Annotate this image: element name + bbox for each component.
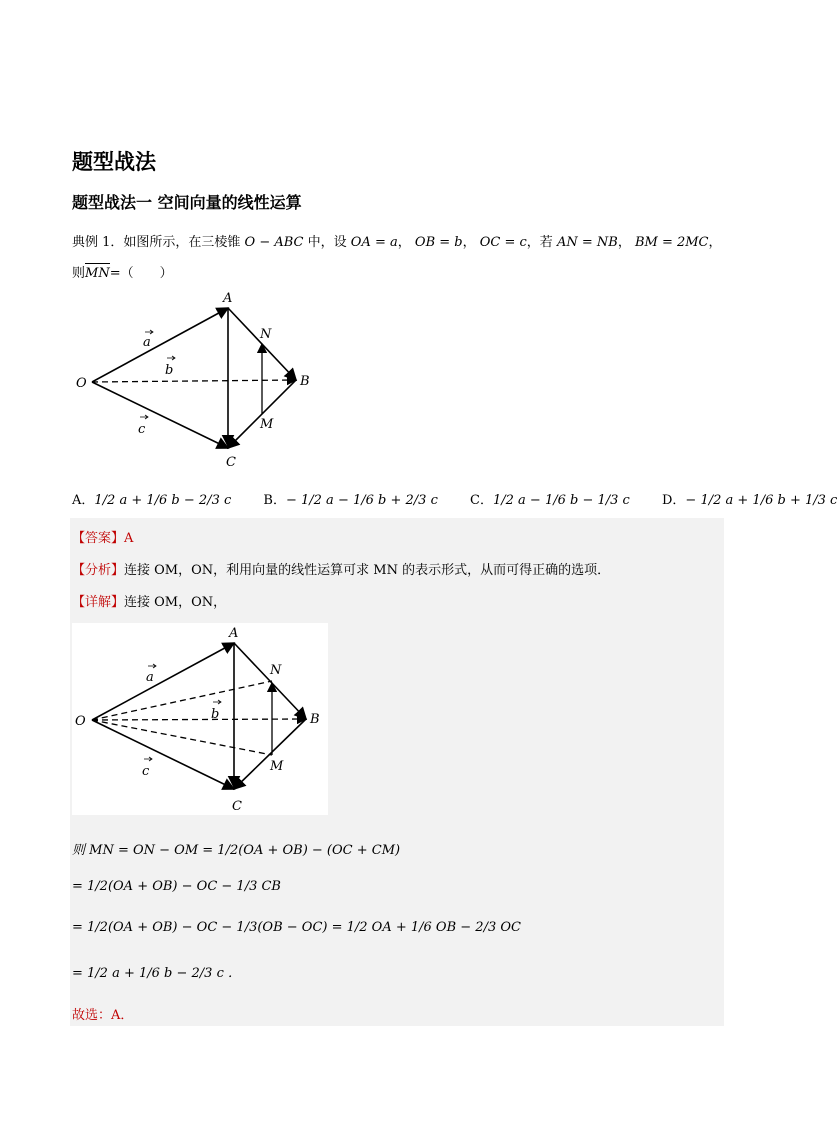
- label2-b: B: [310, 712, 320, 727]
- question-line-2: 则MN=（ ）: [72, 266, 173, 281]
- cond-bm: BM = 2MC: [634, 235, 709, 250]
- option-b[interactable]: B．− 1/2 a − 1/6 b + 2/3 c: [263, 493, 438, 508]
- label-n: N: [260, 327, 272, 342]
- options-row: [72, 489, 837, 508]
- edge2-on: [92, 681, 272, 720]
- label2-c: C: [232, 799, 242, 814]
- step-2: = 1/2(OA + OB) − OC − 1/3 CB: [72, 879, 281, 894]
- label-c: C: [226, 455, 236, 470]
- edge2-ab: [234, 643, 306, 719]
- label2-n: N: [270, 663, 282, 678]
- label2-vec-a: a: [146, 670, 154, 685]
- label2-vec-c: c: [142, 764, 150, 779]
- label-vec-a: a: [143, 335, 151, 350]
- label-vec-c: c: [138, 422, 146, 437]
- edge2-ob: [92, 719, 306, 720]
- answer-line: 【答案】A: [72, 531, 134, 546]
- cond-an: AN = NB: [556, 235, 618, 250]
- figure-1: [70, 288, 330, 473]
- label2-m: M: [270, 759, 284, 774]
- option-d[interactable]: D．− 1/2 a + 1/6 b + 1/3 c: [661, 493, 837, 508]
- section-title: 题型战法: [72, 150, 156, 174]
- analysis-line: 【分析】连接 OM，ON，利用向量的线性运算可求 MN 的表示形式，从而可得正确的选项．: [72, 563, 611, 578]
- cond-oa: OA = a: [350, 235, 398, 250]
- label-o: O: [76, 376, 87, 391]
- step-4: = 1/2 a + 1/6 b − 2/3 c ．: [72, 966, 241, 981]
- edge-oc: [92, 382, 228, 448]
- step-3: = 1/2(OA + OB) − OC − 1/3(OB − OC) = 1/2 OA + 1/6 OB − 2/3 OC: [72, 920, 521, 935]
- label2-vec-b: b: [211, 707, 220, 722]
- subsection-title: 题型战法一 空间向量的线性运算: [72, 193, 302, 212]
- label-vec-b: b: [165, 363, 174, 378]
- conclusion-line: 故选：A．: [72, 1008, 134, 1023]
- cond-ob: OB = b: [414, 235, 463, 250]
- figure-2: [72, 623, 328, 815]
- label-m: M: [260, 417, 274, 432]
- label-a-point: A: [223, 291, 233, 306]
- edge-ob: [92, 380, 296, 382]
- step-1: 则 MN = ON − OM = 1/2(OA + OB) − (OC + CM): [72, 843, 401, 858]
- cond-oc: OC = c: [479, 235, 527, 250]
- edge2-bc: [234, 719, 306, 789]
- edge2-om: [92, 720, 272, 755]
- label2-a-point: A: [229, 626, 239, 641]
- vec-mn: MN: [85, 266, 110, 281]
- label2-o: O: [75, 714, 86, 729]
- edge2-oc: [92, 720, 234, 789]
- edge-oa: [92, 308, 228, 382]
- detail-line: 【详解】连接 OM，ON，: [72, 595, 227, 610]
- option-c[interactable]: C．1/2 a − 1/6 b − 1/3 c: [470, 493, 630, 508]
- question-line-1: 典例 1．如图所示，在三棱锥 O − ABC 中，设 OA = a， OB = b， OC = c，若 AN = NB， BM = 2MC，: [72, 235, 722, 250]
- label-b: B: [300, 374, 310, 389]
- option-a[interactable]: A．1/2 a + 1/6 b − 2/3 c: [72, 493, 232, 508]
